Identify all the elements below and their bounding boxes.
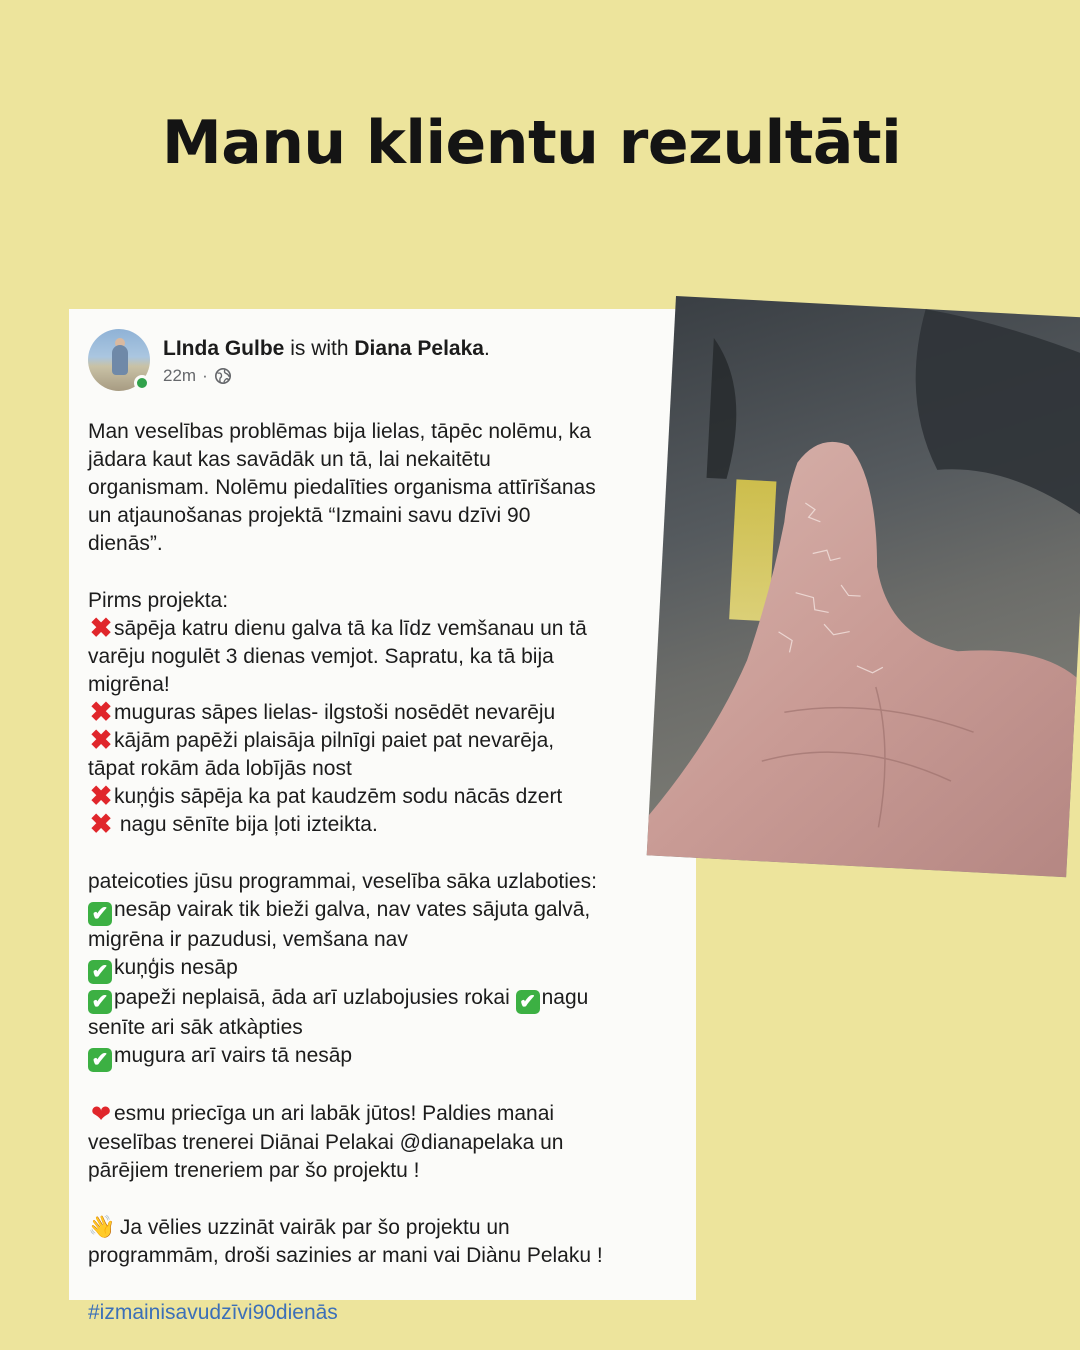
waving-hand-icon: 👋 [88, 1214, 116, 1240]
thanks-line: veselības trenerei Diānai Pelakai @dianapelaka un [88, 1130, 564, 1154]
green-check-icon: ✔ [516, 990, 540, 1014]
after-item-text: nesāp vairak tik bieži galva, nav vates sājuta galvā, [114, 897, 591, 921]
after-item-cont: migrēna ir pazudusi, vemšana nav [88, 927, 408, 951]
before-item-text: sāpēja katru dienu galva tā ka līdz vemšanau un tā [114, 616, 587, 640]
intro-line: Man veselības problēmas bija lielas, tāpēc nolēmu, ka [88, 420, 592, 443]
thanks-text: esmu priecīga un ari labāk jūtos! Paldies manai [114, 1101, 555, 1125]
after-item-cont: senīte ari sāk atkàpties [88, 1015, 303, 1039]
before-item-text: kuņģis sāpēja ka pat kaudzēm sodu nācās dzert [114, 785, 563, 809]
after-item-text: kuņģis nesāp [114, 955, 238, 979]
author-name[interactable]: LInda Gulbe [163, 337, 285, 360]
facebook-post-card [69, 309, 696, 1324]
heart-icon: ❤ [90, 1100, 112, 1128]
before-item [88, 811, 678, 839]
tagged-name[interactable]: Diana Pelaka [354, 337, 484, 360]
before-item-cont: varēju nogulēt 3 dienas vemjot. Sapratu, ka tā bija [88, 644, 554, 668]
with-text: is with [290, 337, 349, 360]
post-author-line [163, 337, 490, 361]
before-item-text: muguras sāpes lielas- ilgstoši nosēdēt nevarēju [114, 700, 556, 724]
result-photo-hand [647, 296, 1080, 877]
before-item [88, 727, 678, 755]
red-cross-icon: ✖ [89, 696, 113, 727]
red-cross-icon: ✖ [89, 612, 113, 643]
after-item-text: mugura arī vairs tā nesāp [114, 1043, 353, 1067]
before-item-text: kājām papēži plaisāja pilnīgi paiet pat nevarēja, [114, 729, 555, 753]
green-check-icon: ✔ [88, 1048, 112, 1072]
period: . [483, 337, 490, 360]
before-item-cont: migrēna! [88, 672, 170, 696]
red-cross-icon: ✖ [89, 781, 113, 812]
after-item-text: papeži neplaisā, āda arī uzlabojusies rokai [114, 985, 510, 1009]
post-header [88, 329, 678, 407]
intro-line: organismam. Nolēmu piedalīties organisma attīrīšanas [88, 476, 596, 500]
red-cross-icon: ✖ [89, 725, 113, 756]
after-item [88, 896, 678, 926]
cta-line [88, 1213, 678, 1242]
meta-separator: · [202, 366, 208, 385]
after-item [88, 1042, 678, 1072]
post-meta [163, 366, 232, 386]
online-status-dot [134, 375, 150, 391]
cta-line: programmām, droši sazinies ar mani vai Diànu Pelaku ! [88, 1244, 603, 1268]
thanks-line: pārējiem treneriem par šo projektu ! [88, 1159, 420, 1183]
red-cross-icon: ✖ [89, 809, 113, 840]
green-check-icon: ✔ [88, 960, 112, 984]
after-item [88, 984, 678, 1014]
cta-text: Ja vēlies uzzināt vairāk par šo projektu un [114, 1216, 510, 1240]
before-item [88, 696, 678, 727]
before-item-cont: tāpat rokām āda lobījās nost [88, 757, 352, 781]
before-heading: Pirms projekta: [88, 588, 229, 612]
intro-line: jādara kaut kas savādāk un tā, lai nekaitētu [88, 448, 491, 472]
avatar-figure [112, 345, 128, 375]
intro-line: un atjaunošanas projektā “Izmaini savu dzīvi 90 [88, 504, 531, 528]
after-item [88, 954, 678, 984]
intro-line: dienās”. [88, 532, 163, 556]
hand-photo-illustration [647, 296, 1080, 877]
after-heading: pateicoties jūsu programmai, veselība sāka uzlaboties: [88, 869, 597, 893]
post-text [88, 418, 678, 1327]
before-item [88, 783, 678, 811]
page-title: Manu klientu rezultāti [162, 108, 902, 178]
thanks-line [88, 1100, 678, 1129]
before-item [88, 612, 678, 643]
post-time[interactable]: 22m [163, 366, 197, 385]
globe-icon[interactable] [214, 367, 232, 385]
after-item-text: nagu [541, 985, 589, 1009]
hashtag-link[interactable]: #izmainisavudzīvi90dienās [88, 1300, 338, 1324]
green-check-icon: ✔ [88, 902, 112, 926]
green-check-icon: ✔ [88, 990, 112, 1014]
before-item-text: nagu sēnīte bija ļoti izteikta. [114, 813, 378, 837]
